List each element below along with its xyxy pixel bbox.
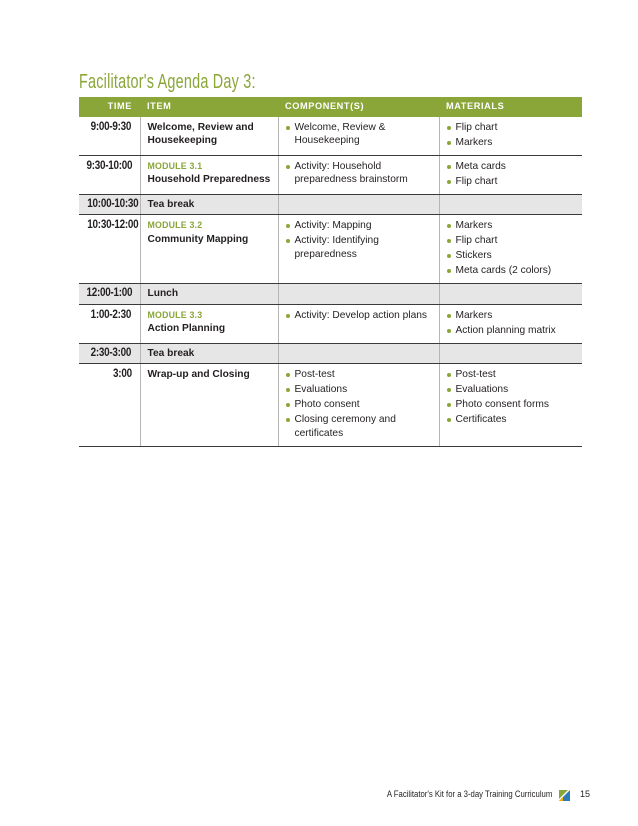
- item-label: Household Preparedness: [147, 174, 271, 185]
- row-components: [278, 117, 439, 156]
- agenda-row: [79, 155, 582, 194]
- row-item: [140, 194, 278, 215]
- header-item: ITEM: [140, 97, 278, 117]
- page-title: Facilitator's Agenda Day 3:: [79, 71, 256, 93]
- time-label: 9:30-10:00: [86, 159, 133, 172]
- row-components: [278, 304, 439, 343]
- component-item: Activity: Mapping: [286, 219, 433, 233]
- item-label: Welcome, Review and Housekeeping: [147, 121, 254, 146]
- time-label: 1:00-2:30: [90, 308, 132, 321]
- component-item: Activity: Household preparedness brainstorm: [286, 160, 433, 187]
- material-item: Flip chart: [447, 121, 577, 135]
- row-time: [79, 364, 140, 447]
- agenda-table: [79, 97, 582, 447]
- agenda-row: [79, 117, 582, 156]
- break-row: [79, 284, 582, 305]
- material-item: Markers: [447, 219, 577, 233]
- row-components: [278, 155, 439, 194]
- material-item: Certificates: [447, 413, 577, 427]
- footer-text: A Facilitator's Kit for a 3-day Training Curriculum: [386, 789, 552, 799]
- header-components: COMPONENT(S): [278, 97, 439, 117]
- item-label: Wrap-up and Closing: [147, 369, 250, 380]
- agenda-row: [79, 304, 582, 343]
- components-list: [286, 121, 433, 148]
- page-footer: [300, 789, 590, 803]
- row-time: [79, 343, 140, 364]
- kit-logo-icon: [559, 790, 570, 801]
- row-components: [278, 215, 439, 284]
- agenda-row: [79, 215, 582, 284]
- row-time: [79, 117, 140, 156]
- material-item: Meta cards (2 colors): [447, 264, 577, 278]
- item-label: Lunch: [147, 288, 179, 299]
- materials-list: [447, 121, 577, 150]
- row-item: [140, 364, 278, 447]
- time-label: 10:00-10:30: [87, 197, 139, 210]
- component-item: Photo consent: [286, 398, 433, 412]
- material-item: Markers: [447, 309, 577, 323]
- row-materials: [439, 194, 582, 215]
- row-materials: [439, 364, 582, 447]
- material-item: Action planning matrix: [447, 324, 577, 338]
- materials-list: [447, 368, 577, 427]
- row-materials: [439, 117, 582, 156]
- component-item: Evaluations: [286, 383, 433, 397]
- header-time: TIME: [79, 97, 140, 117]
- row-components: [278, 284, 439, 305]
- header-row: [79, 97, 582, 117]
- material-item: Flip chart: [447, 234, 577, 248]
- component-item: Activity: Identifying preparedness: [286, 234, 433, 261]
- material-item: Post-test: [447, 368, 577, 382]
- row-item: [140, 304, 278, 343]
- row-time: [79, 155, 140, 194]
- row-item: [140, 343, 278, 364]
- agenda-row: [79, 364, 582, 447]
- module-label: MODULE 3.1: [147, 160, 203, 171]
- materials-list: [447, 219, 577, 278]
- material-item: Markers: [447, 136, 577, 150]
- material-item: Meta cards: [447, 160, 577, 174]
- row-item: [140, 117, 278, 156]
- row-item: [140, 155, 278, 194]
- materials-list: [447, 160, 577, 189]
- component-item: Welcome, Review & Housekeeping: [286, 121, 433, 148]
- row-time: [79, 284, 140, 305]
- row-materials: [439, 343, 582, 364]
- item-label: Tea break: [147, 198, 195, 210]
- break-row: [79, 194, 582, 215]
- time-label: 9:00-9:30: [90, 120, 132, 133]
- materials-list: [447, 309, 577, 338]
- agenda-table-header: [79, 97, 582, 117]
- row-components: [278, 343, 439, 364]
- component-item: Post-test: [286, 368, 433, 382]
- material-item: Flip chart: [447, 175, 577, 189]
- components-list: [286, 160, 433, 187]
- row-materials: [439, 215, 582, 284]
- row-materials: [439, 304, 582, 343]
- components-list: [286, 368, 433, 440]
- components-list: [286, 309, 433, 323]
- time-label: 2:30-3:00: [90, 346, 132, 359]
- component-item: Closing ceremony and certificates: [286, 413, 433, 440]
- item-label: Community Mapping: [147, 233, 249, 245]
- break-row: [79, 343, 582, 364]
- agenda-table-body: [79, 117, 582, 447]
- module-label: MODULE 3.3: [147, 309, 203, 320]
- row-materials: [439, 284, 582, 305]
- row-components: [278, 194, 439, 215]
- time-label: 12:00-1:00: [86, 287, 133, 299]
- time-label: 10:30-12:00: [87, 219, 139, 231]
- material-item: Evaluations: [447, 383, 577, 397]
- row-time: [79, 215, 140, 284]
- header-materials: MATERIALS: [439, 97, 582, 117]
- components-list: [286, 219, 433, 261]
- component-item: Activity: Develop action plans: [286, 309, 433, 323]
- item-label: Action Planning: [147, 323, 226, 334]
- row-time: [79, 304, 140, 343]
- material-item: Stickers: [447, 249, 577, 263]
- time-label: 3:00: [112, 368, 132, 380]
- row-item: [140, 284, 278, 305]
- item-label: Tea break: [147, 347, 195, 359]
- row-components: [278, 364, 439, 447]
- row-materials: [439, 155, 582, 194]
- row-item: [140, 215, 278, 284]
- page-number: 15: [579, 789, 590, 799]
- row-time: [79, 194, 140, 215]
- module-label: MODULE 3.2: [147, 220, 203, 230]
- material-item: Photo consent forms: [447, 398, 577, 412]
